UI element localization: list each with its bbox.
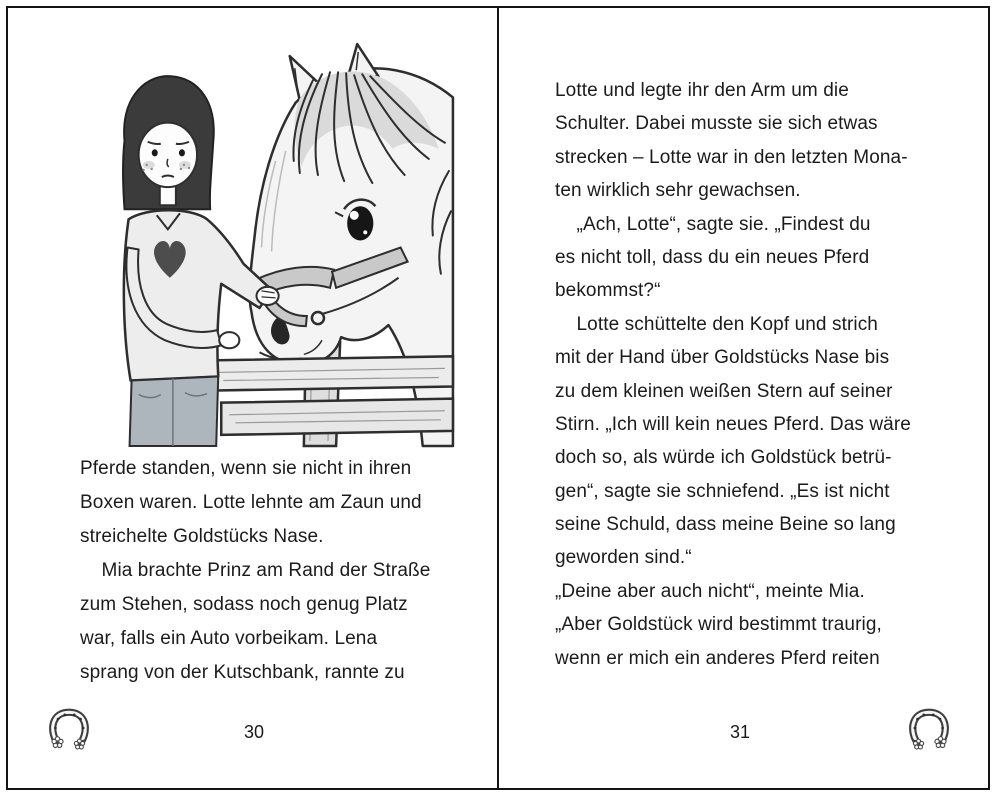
text-line: streichelte Goldstücks Nase. [80,526,324,547]
book-spread [6,6,990,790]
page-divider [497,8,499,788]
text-line: Stirn. „Ich will kein neues Pferd. Das wäre [555,413,911,435]
text-line: gen“, sagte sie schniefend. „Es ist nicht [555,480,890,502]
right-page-text [555,74,967,675]
text-line: bekommst?“ [555,280,661,302]
text-line: Lotte und legte ihr den Arm um die [555,80,849,101]
flower-decoration [913,737,946,749]
girl-jeans [130,376,219,446]
text-line: mit der Hand über Goldstücks Nase bis [555,347,890,369]
text-line: strecken – Lotte war in den letzten Mona- [555,146,908,168]
text-line: wenn er mich ein anderes Pferd reiten [555,647,880,669]
page-number: 31 [729,722,751,742]
illustration-girl-petting-horse [58,40,456,448]
text-line: Mia brachte Prinz am Rand der Straße [80,560,431,581]
text-line: Boxen waren. Lotte lehnte am Zaun und [80,492,422,513]
text-line: sprang von der Kutschbank, rannte zu [80,662,405,683]
text-line: „Deine aber auch nicht“, meinte Mia. [555,580,865,602]
flower-decoration [52,737,85,749]
text-line: Pferde standen, wenn sie nicht in ihren [80,458,412,479]
horseshoe-icon [46,706,92,752]
text-line: seine Schuld, dass meine Beine so lang [555,514,896,536]
page-number: 30 [243,722,265,742]
text-line: geworden sind.“ [555,547,692,569]
text-line: doch so, als würde ich Goldstück betrü- [555,447,892,469]
text-line: zum Stehen, sodass noch genug Platz [80,594,408,615]
text-line: „Aber Goldstück wird bestimmt traurig, [555,614,882,636]
left-page-text [80,452,470,690]
text-line: „Ach, Lotte“, sagte sie. „Findest du [555,213,871,235]
text-line: war, falls ein Auto vorbeikam. Lena [80,628,378,649]
text-line: Schulter. Dabei musste sie sich etwas [555,113,878,135]
horseshoe-icon [906,706,952,752]
text-line: Lotte schüttelte den Kopf und strich [555,313,878,335]
text-line: ten wirklich sehr gewachsen. [555,180,801,202]
text-line: es nicht toll, dass du ein neues Pferd [555,246,870,268]
text-line: zu dem kleinen weißen Stern auf seiner [555,380,893,402]
